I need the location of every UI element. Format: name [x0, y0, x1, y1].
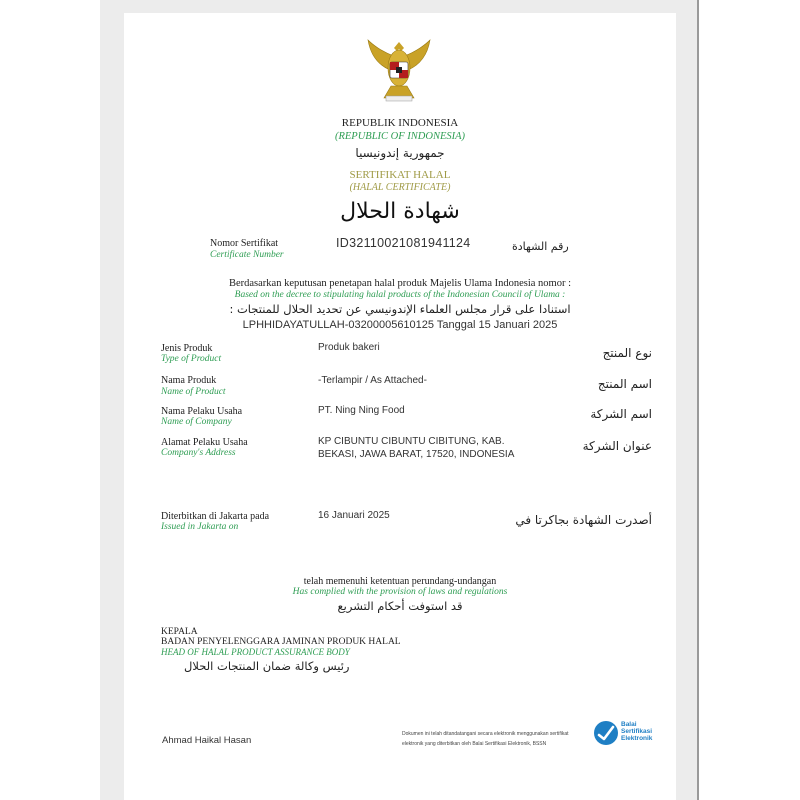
cert-number-label-ar: رقم الشهادة: [512, 240, 569, 253]
esign-note-line2: elektronik yang diterbitkan oleh Balai Sertifikasi Elektronik, BSSN: [402, 741, 547, 747]
field-label-en: Type of Product: [161, 354, 222, 364]
decree-text: Berdasarkan keputusan penetapan halal produk Majelis Ulama Indonesia nomor :: [228, 278, 572, 289]
field-label-en: Name of Product: [161, 387, 226, 397]
decree-text-ar: استنادا على قرار مجلس العلماء الإندونيسي عن تحديد الحلال للمنتجات :: [229, 302, 571, 316]
field-label-ar: عنوان الشركة: [582, 439, 652, 453]
left-gutter: [0, 0, 100, 800]
field-value: -Terlampir / As Attached-: [318, 375, 427, 386]
signatory-title-en: HEAD OF HALAL PRODUCT ASSURANCE BODY: [161, 647, 350, 657]
signatory-name: Ahmad Haikal Hasan: [162, 735, 252, 746]
field-value: PT. Ning Ning Food: [318, 405, 405, 416]
bsre-label-1: Balai: [621, 721, 637, 728]
country-name-en: (REPUBLIC OF INDONESIA): [334, 131, 466, 142]
field-label: Nama Pelaku Usaha: [161, 406, 243, 417]
compliance-text-ar: قد استوفت أحكام التشريع: [337, 599, 463, 613]
esign-note-line1: Dokumen ini telah ditandatangani secara elektronik menggunakan sertifikat: [402, 731, 569, 737]
cert-number-label-en: Certificate Number: [210, 250, 284, 260]
signatory-title-1: KEPALA: [161, 627, 198, 637]
field-label: Jenis Produk: [161, 343, 213, 354]
field-label-en: Company's Address: [161, 448, 236, 458]
field-label-en: Name of Company: [161, 417, 232, 427]
garuda-emblem-icon: [364, 38, 434, 110]
cert-number-value: ID32110021081941124: [336, 236, 471, 250]
field-label: Alamat Pelaku Usaha: [161, 437, 248, 448]
country-name-ar: جمهورية إندونيسيا: [355, 146, 445, 160]
field-label-ar: اسم الشركة: [590, 407, 652, 421]
bsre-label-3: Elektronik: [621, 735, 653, 742]
decree-number: LPHHIDAYATULLAH-03200005610125 Tanggal 15 Januari 2025: [242, 319, 558, 331]
field-label-ar: اسم المنتج: [597, 377, 652, 391]
bsre-logo-icon: [593, 720, 619, 746]
bsre-label-2: Sertifikasi: [621, 728, 653, 735]
decree-text-en: Based on the decree to stipulating halal products of the Indonesian Council of Ulama :: [234, 290, 566, 300]
issued-label-en: Issued in Jakarta on: [161, 522, 239, 532]
certificate-type: SERTIFIKAT HALAL: [349, 169, 451, 181]
issued-label-ar: أصدرت الشهادة بجاكرتا في: [515, 513, 652, 527]
compliance-text: telah memenuhi ketentuan perundang-undangan: [303, 576, 497, 587]
field-value: KP CIBUNTU CIBUNTU CIBITUNG, KAB.: [318, 436, 505, 447]
issued-date: 16 Januari 2025: [318, 510, 390, 521]
field-label: Nama Produk: [161, 375, 217, 386]
signatory-title-ar: رئيس وكالة ضمان المنتجات الحلال: [184, 659, 350, 673]
signatory-title-2: BADAN PENYELENGGARA JAMINAN PRODUK HALAL: [161, 637, 401, 647]
certificate-type-ar: شهادة الحلال: [340, 199, 460, 224]
certificate-page: [124, 13, 676, 800]
certificate-type-en: (HALAL CERTIFICATE): [349, 182, 451, 193]
country-name: REPUBLIK INDONESIA: [341, 117, 459, 129]
field-value-line2: BEKASI, JAWA BARAT, 17520, INDONESIA: [318, 449, 515, 460]
cert-number-label: Nomor Sertifikat: [210, 238, 279, 249]
field-label-ar: نوع المنتج: [602, 346, 652, 360]
issued-label: Diterbitkan di Jakarta pada: [161, 511, 270, 522]
field-value: Produk bakeri: [318, 342, 380, 353]
compliance-text-en: Has complied with the provision of laws and regulations: [292, 587, 508, 597]
viewer-scroll-edge: [697, 0, 699, 800]
